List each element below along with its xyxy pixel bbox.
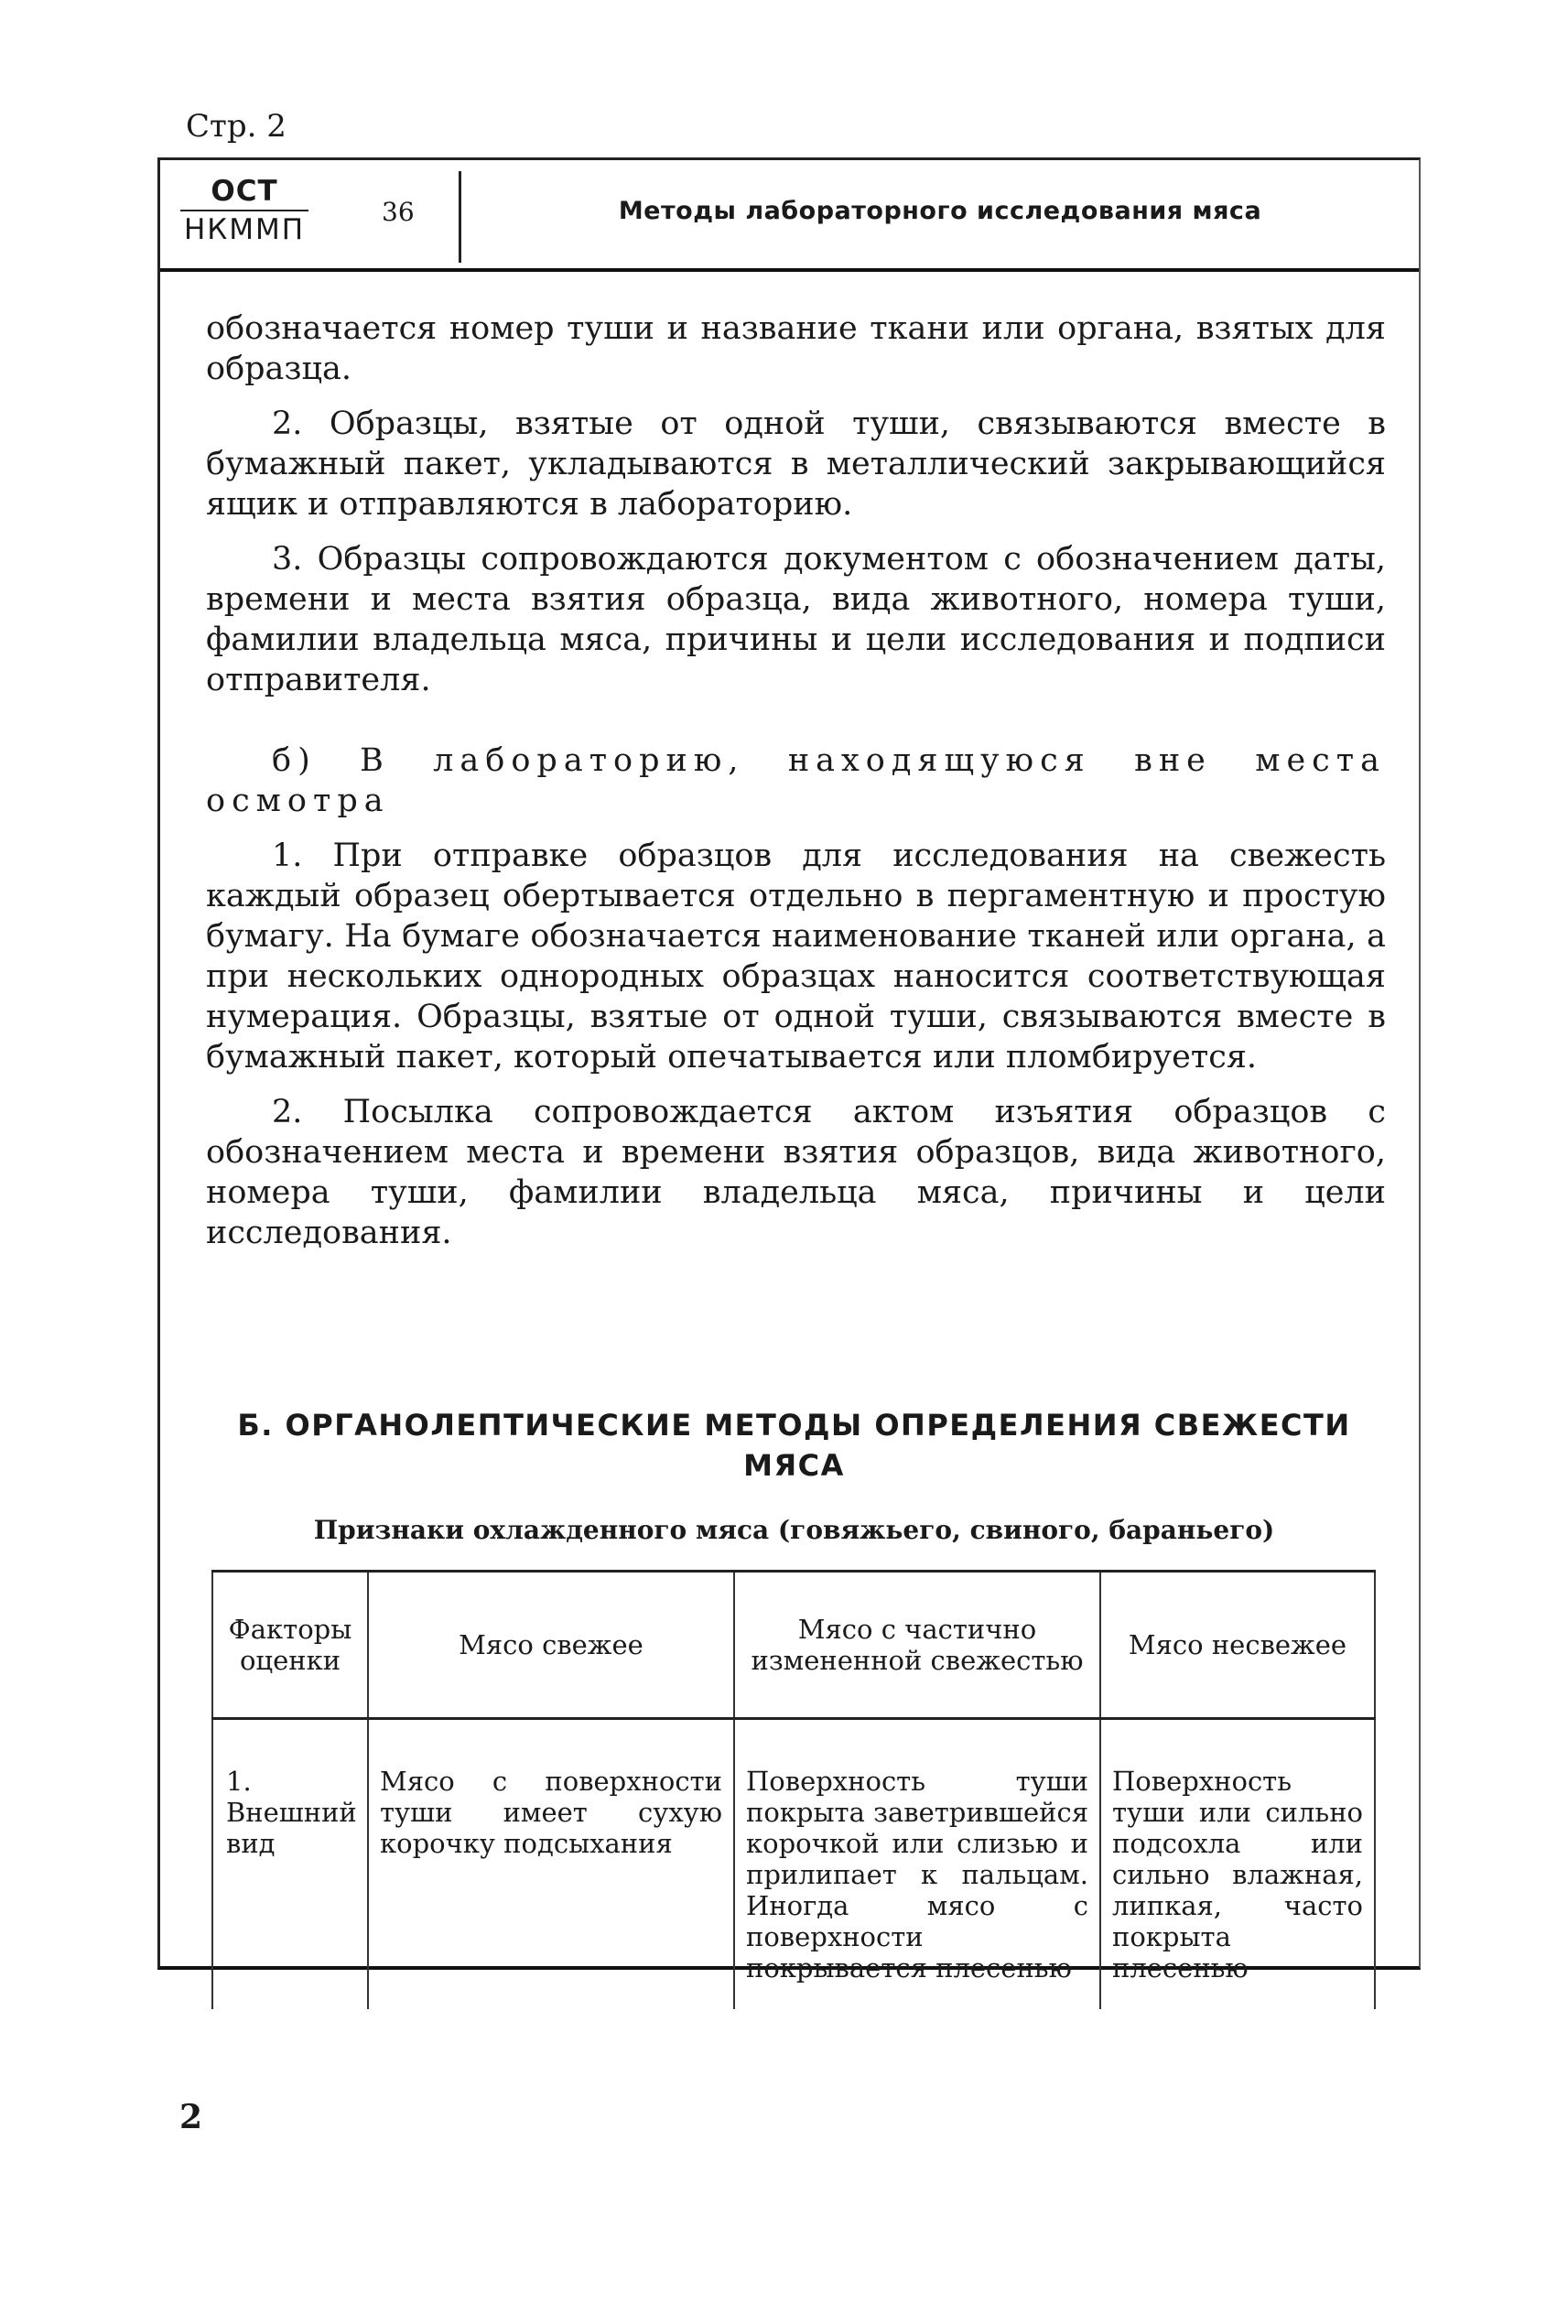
table-header-cell: Мясо с частично измененной свежестью: [734, 1572, 1100, 1719]
ost-label: ОСТ: [180, 175, 308, 211]
table-header-cell: Мясо несвежее: [1100, 1572, 1375, 1719]
paragraph: 2. Посылка сопровождается актом изъятия образцов с обозначением места и времени взятия образцов, вида животного, номера туши, фамилии владельца мяса, причины и цели исследования.: [206, 1094, 1386, 1251]
page-frame: [157, 157, 1421, 1984]
table-cell: Поверхность туши или сильно подсохла или сильно влажная, липкая, часто покрыта плесенью: [1100, 1719, 1375, 2010]
standard-code: [180, 175, 308, 246]
table-header-row: [212, 1572, 1375, 1719]
standard-number: 36: [382, 197, 415, 227]
paragraph: 2. Образцы, взятые от одной туши, связываются вместе в бумажный пакет, укладываются в металлический закрывающийся ящик и отправляются в лабораторию.: [206, 405, 1386, 523]
table-cell: 1. Внешний вид: [212, 1719, 368, 2010]
page-label: Стр. 2: [186, 108, 287, 145]
page-number: 2: [179, 2098, 203, 2136]
table-cell: Поверхность туши покрыта заветрившейся корочкой или слизью и прилипает к пальцам. Иногда мясо с поверхности покрывается плесенью: [734, 1719, 1100, 2010]
paragraph: обозначается номер туши и название ткани или органа, взятых для образца.: [206, 310, 1386, 387]
section-title: Б. ОРГАНОЛЕПТИЧЕСКИЕ МЕТОДЫ ОПРЕДЕЛЕНИЯ СВЕЖЕСТИ МЯСА: [237, 1408, 1351, 1483]
table-header-cell: Мясо свежее: [368, 1572, 734, 1719]
standard-header: [160, 160, 1419, 272]
organoleptic-table: [211, 1570, 1376, 2009]
paragraph: 1. При отправке образцов для исследования на свежесть каждый образец обертывается отдельно в пергаментную и простую бумагу. На бумаге обозначается наименование тканей или органа, а при нескольких однородных образцах наносится соответствующая нумерация. Образцы, взятые от одной туши, связываются вместе в бумажный пакет, который опечатывается или пломбируется.: [206, 838, 1386, 1076]
paragraph: 3. Образцы сопровождаются документом с обозначением даты, времени и места взятия образца, вида животного, номера туши, фамилии владельца мяса, причины и цели исследования и подписи отправителя.: [206, 541, 1386, 698]
body-text: [206, 308, 1386, 1268]
table-row: [212, 1719, 1375, 2010]
subsection-heading: б) В лабораторию, находящуюся вне места осмотра: [206, 742, 1386, 819]
table-header-cell: Факторы оценки: [212, 1572, 368, 1719]
standard-title: Методы лабораторного исследования мяса: [618, 197, 1262, 225]
table-cell: Мясо с поверхности туши имеет сухую корочку подсыхания: [368, 1719, 734, 2010]
table-caption: Признаки охлажденного мяса (говяжьего, свиного, бараньего): [313, 1515, 1275, 1545]
nkmmp-label: НКММП: [183, 213, 306, 246]
